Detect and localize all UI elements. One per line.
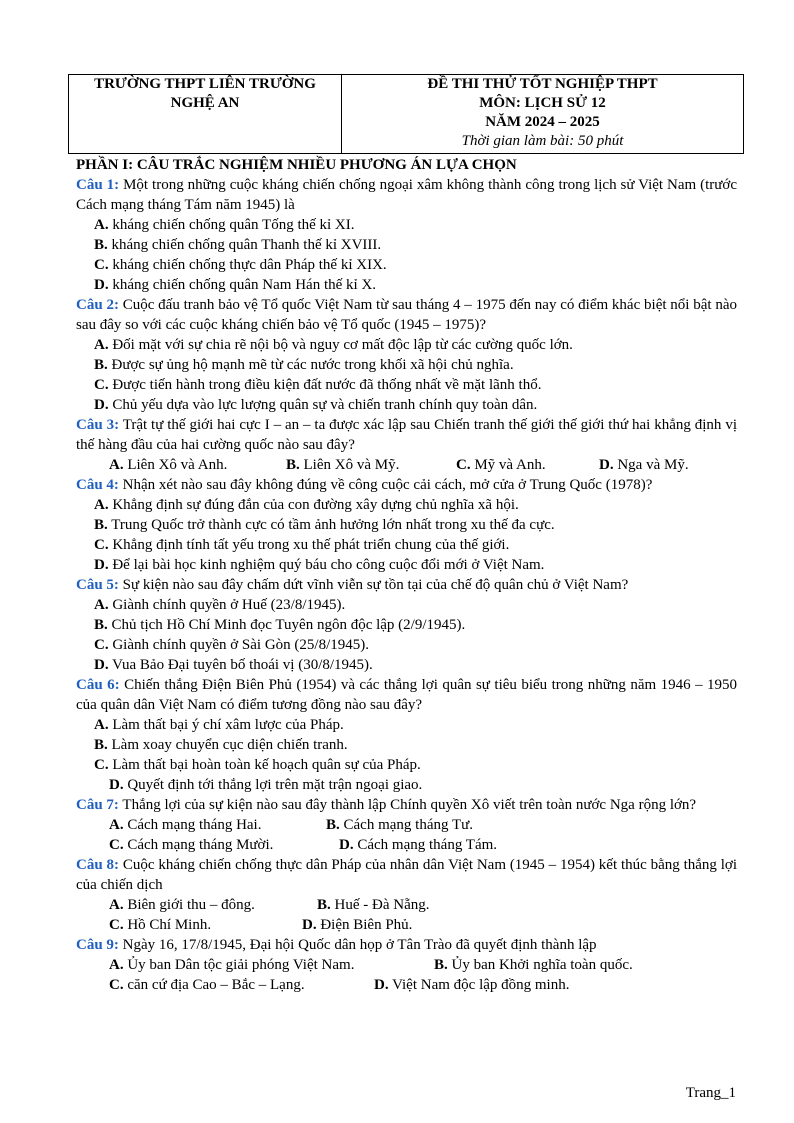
option-row (76, 835, 737, 855)
option: A. Ủy ban Dân tộc giải phóng Việt Nam. (109, 957, 355, 973)
school-name-line2: NGHỆ AN (170, 95, 240, 111)
exam-title: ĐỀ THI THỬ TỐT NGHIỆP THPT (427, 76, 658, 92)
question-6 (76, 675, 737, 715)
question-5 (76, 575, 737, 595)
option: C. Hồ Chí Minh. (109, 917, 212, 933)
question-text: Cuộc đấu tranh bảo vệ Tổ quốc Việt Nam từ sau tháng 4 – 1975 đến nay có điểm khác biệt nổi bật nào sau đây so với các cuộc kháng chiến bảo vệ Tổ quốc (1945 – 1975)? (76, 297, 738, 333)
school-cell (69, 75, 342, 154)
question-text: Trật tự thế giới hai cực I – an – ta được xác lập sau Chiến tranh thế giới thế giới thứ hai khẳng định vị thế hàng đầu của hai cường quốc nào sau đây? (76, 417, 737, 453)
option: A. Biên giới thu – đông. (109, 897, 255, 913)
question-label: Câu 5: (76, 577, 119, 593)
question-label: Câu 7: (76, 797, 119, 813)
question-text: Sự kiện nào sau đây chấm dứt vĩnh viễn sự tồn tại của chế độ quân chủ ở Việt Nam? (122, 577, 629, 593)
option: D. Chủ yếu dựa vào lực lượng quân sự và chiến tranh chính quy toàn dân. (94, 397, 538, 413)
question-text: Một trong những cuộc kháng chiến chống ngoại xâm không thành công trong lịch sử Việt Nam (trước Cách mạng tháng Tám năm 1945) là (76, 177, 738, 213)
option: B. Liên Xô và Mỹ. (286, 457, 400, 473)
option-row (76, 975, 737, 995)
question-7 (76, 795, 737, 815)
option: B. Huế - Đà Nẵng. (317, 897, 430, 913)
option: C. căn cứ địa Cao – Bắc – Lạng. (109, 977, 305, 993)
option: B. Làm xoay chuyển cục diện chiến tranh. (94, 737, 348, 753)
option: D. Để lại bài học kinh nghiệm quý báu cho công cuộc đổi mới ở Việt Nam. (94, 557, 545, 573)
question-label: Câu 1: (76, 177, 120, 193)
option: C. Làm thất bại hoàn toàn kế hoạch quân sự của Pháp. (94, 757, 421, 773)
option: A. Liên Xô và Anh. (109, 457, 228, 473)
option: A. Đối mặt với sự chia rẽ nội bộ và nguy cơ mất độc lập từ các cường quốc lớn. (94, 337, 573, 353)
page-number: Trang_1 (685, 1085, 736, 1101)
exam-content (76, 155, 737, 995)
option: D. kháng chiến chống quân Nam Hán thế kỉ X. (94, 277, 377, 293)
option: C. Khẳng định tính tất yếu trong xu thế phát triển chung của thế giới. (94, 537, 510, 553)
option-row (76, 895, 737, 915)
option: A. Giành chính quyền ở Huế (23/8/1945). (94, 597, 346, 613)
option: B. Trung Quốc trở thành cực có tầm ảnh hưởng lớn nhất trong xu thế đa cực. (94, 517, 555, 533)
question-3 (76, 415, 737, 455)
option-row (76, 955, 737, 975)
question-label: Câu 9: (76, 937, 119, 953)
option: A. Cách mạng tháng Hai. (109, 817, 262, 833)
question-text: Nhận xét nào sau đây không đúng về công cuộc cải cách, mở cửa ở Trung Quốc (1978)? (122, 477, 653, 493)
option-row (76, 455, 737, 475)
option: D. Việt Nam độc lập đồng minh. (374, 977, 570, 993)
question-2 (76, 295, 737, 335)
exam-cell (342, 75, 744, 154)
question-label: Câu 3: (76, 417, 120, 433)
option: A. Khẳng định sự đúng đắn của con đường xây dựng chủ nghĩa xã hội. (94, 497, 519, 513)
header-table (68, 74, 744, 154)
option: D. Nga và Mỹ. (599, 457, 689, 473)
option: B. Chủ tịch Hồ Chí Minh đọc Tuyên ngôn độc lập (2/9/1945). (94, 617, 466, 633)
question-9 (76, 935, 737, 955)
question-label: Câu 4: (76, 477, 119, 493)
question-text: Cuộc kháng chiến chống thực dân Pháp của nhân dân Việt Nam (1945 – 1954) kết thúc bằng thắng lợi của chiến dịch (76, 857, 738, 893)
option: B. Cách mạng tháng Tư. (326, 817, 474, 833)
option: C. kháng chiến chống thực dân Pháp thế kỉ XIX. (94, 257, 387, 273)
option: B. Ủy ban Khởi nghĩa toàn quốc. (434, 957, 633, 973)
question-text: Thắng lợi của sự kiện nào sau đây thành lập Chính quyền Xô viết trên toàn nước Nga rộng lớn? (122, 797, 697, 813)
section-title: PHẦN I: CÂU TRẮC NGHIỆM NHIỀU PHƯƠNG ÁN LỰA CHỌN (76, 157, 517, 173)
option: C. Mỹ và Anh. (456, 457, 546, 473)
option: B. kháng chiến chống quân Thanh thế kỉ XVIII. (94, 237, 382, 253)
exam-year: NĂM 2024 – 2025 (485, 114, 600, 130)
school-name-line1: TRƯỜNG THPT LIÊN TRƯỜNG (94, 76, 316, 92)
option: A. Làm thất bại ý chí xâm lược của Pháp. (94, 717, 344, 733)
option: B. Được sự ủng hộ mạnh mẽ từ các nước trong khối xã hội chủ nghĩa. (94, 357, 514, 373)
option: D. Quyết định tới thắng lợi trên mặt trận ngoại giao. (109, 777, 423, 793)
question-text: Ngày 16, 17/8/1945, Đại hội Quốc dân họp ở Tân Trào đã quyết định thành lập (122, 937, 597, 953)
question-4 (76, 475, 737, 495)
option: A. kháng chiến chống quân Tống thế kỉ XI. (94, 217, 355, 233)
exam-time: Thời gian làm bài: 50 phút (461, 133, 624, 149)
question-1 (76, 175, 737, 215)
exam-subject: MÔN: LỊCH SỬ 12 (479, 95, 606, 111)
option-row (76, 915, 737, 935)
question-label: Câu 6: (76, 677, 120, 693)
question-label: Câu 2: (76, 297, 119, 313)
question-text: Chiến thắng Điện Biên Phủ (1954) và các thắng lợi quân sự tiêu biểu trong những năm 1946 – 1950 của quân dân Việt Nam có điểm tương đồng nào sau đây? (76, 677, 738, 713)
option: C. Được tiến hành trong điều kiện đất nước đã thống nhất về mặt lãnh thổ. (94, 377, 542, 393)
option: C. Giành chính quyền ở Sài Gòn (25/8/1945). (94, 637, 369, 653)
option-row (76, 815, 737, 835)
option: D. Vua Bảo Đại tuyên bố thoái vị (30/8/1945). (94, 657, 373, 673)
question-8 (76, 855, 737, 895)
question-label: Câu 8: (76, 857, 119, 873)
option: D. Điện Biên Phủ. (302, 917, 413, 933)
option: D. Cách mạng tháng Tám. (339, 837, 498, 853)
option: C. Cách mạng tháng Mười. (109, 837, 274, 853)
